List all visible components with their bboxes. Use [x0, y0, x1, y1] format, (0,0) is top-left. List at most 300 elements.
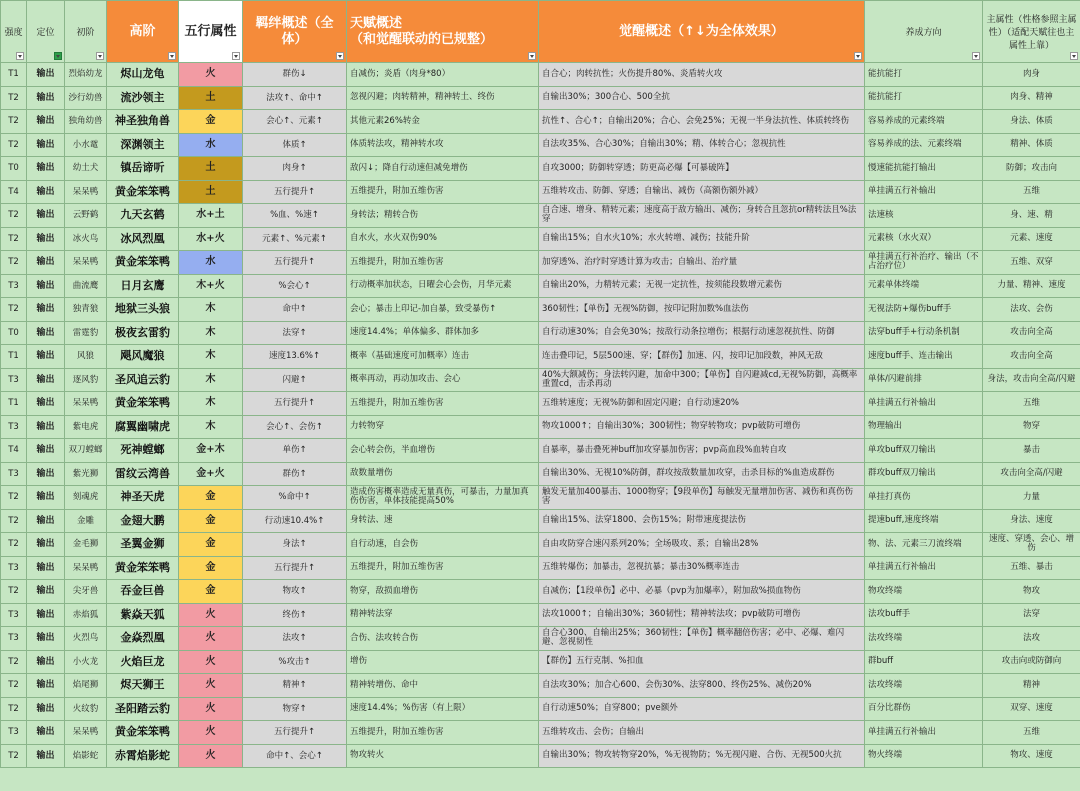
cell-direction[interactable]: 百分比群伤 [865, 697, 983, 721]
cell-talent[interactable]: 体质转法攻，精神转水攻 [347, 133, 539, 157]
cell-awaken[interactable]: 加穿透%、治疗时穿透计算为攻击；自输出、治疗量 [539, 251, 865, 275]
cell-awaken[interactable]: 40%大额减伤；身法转闪避，加命中300；【单伤】自闪避减cd,无视%防御，高概率重置cd，击杀再动 [539, 368, 865, 392]
cell-element[interactable]: 木 [179, 368, 243, 392]
cell-attr[interactable]: 防御；攻击向 [983, 157, 1080, 181]
cell-high[interactable]: 金翅大鹏 [107, 509, 179, 533]
cell-talent[interactable]: 会心转会伤，半血增伤 [347, 439, 539, 463]
cell-element[interactable]: 水+土 [179, 204, 243, 228]
cell-tier[interactable]: T2 [1, 86, 27, 110]
cell-role[interactable]: 输出 [27, 415, 65, 439]
cell-tier[interactable]: T2 [1, 486, 27, 510]
cell-high[interactable]: 圣风追云豹 [107, 368, 179, 392]
cell-tier[interactable]: T3 [1, 627, 27, 651]
cell-talent[interactable]: 精神转增伤、命中 [347, 674, 539, 698]
cell-talent[interactable]: 自水火，水火双伤90% [347, 227, 539, 251]
cell-talent[interactable]: 概率（基础速度可加概率）连击 [347, 345, 539, 369]
cell-talent[interactable]: 行动概率加状态，日曜会心会伤，月华元素 [347, 274, 539, 298]
filter-dropdown-icon[interactable] [168, 52, 176, 60]
cell-bond[interactable]: 法穿↑ [243, 321, 347, 345]
cell-awaken[interactable]: 自输出30%、无视10%防御，群攻按敌数量加攻穿，击杀目标的%血造成群伤 [539, 462, 865, 486]
cell-talent[interactable]: 合伤、法攻转合伤 [347, 627, 539, 651]
cell-direction[interactable]: 容易养成的法、元素终端 [865, 133, 983, 157]
cell-bond[interactable]: %会心↑ [243, 274, 347, 298]
cell-tier[interactable]: T2 [1, 650, 27, 674]
cell-element[interactable]: 金+火 [179, 462, 243, 486]
filter-dropdown-icon[interactable] [854, 52, 862, 60]
cell-element[interactable]: 金 [179, 556, 243, 580]
cell-element[interactable]: 火 [179, 603, 243, 627]
cell-tier[interactable]: T2 [1, 251, 27, 275]
cell-role[interactable]: 输出 [27, 157, 65, 181]
cell-element[interactable]: 水 [179, 251, 243, 275]
cell-talent[interactable]: 身转法、速 [347, 509, 539, 533]
cell-talent[interactable]: 会心；暴击上印记-加自暴，致受暴伤↑ [347, 298, 539, 322]
cell-bond[interactable]: 行动速10.4%↑ [243, 509, 347, 533]
cell-attr[interactable]: 身、速、精 [983, 204, 1080, 228]
cell-role[interactable]: 输出 [27, 227, 65, 251]
cell-base[interactable]: 紫电虎 [65, 415, 107, 439]
cell-direction[interactable]: 无视法防+爆伤buff手 [865, 298, 983, 322]
cell-talent[interactable]: 自行动速，自会伤 [347, 533, 539, 557]
filter-active-icon[interactable] [54, 52, 62, 60]
cell-base[interactable]: 呆呆鸭 [65, 251, 107, 275]
cell-direction[interactable]: 法攻终端 [865, 627, 983, 651]
cell-bond[interactable]: %攻击↑ [243, 650, 347, 674]
table-row[interactable] [1, 392, 1080, 416]
cell-awaken[interactable]: 自法攻30%；加合心600、会伤30%、法穿800、终伤25%、减伤20% [539, 674, 865, 698]
cell-awaken[interactable]: 自输出20%，力精转元素；无视一定抗性，按须能段数增元素伤 [539, 274, 865, 298]
cell-high[interactable]: 地狱三头狼 [107, 298, 179, 322]
cell-high[interactable]: 镇岳谛听 [107, 157, 179, 181]
filter-dropdown-icon[interactable] [96, 52, 104, 60]
table-row[interactable] [1, 298, 1080, 322]
header-talent[interactable]: 天赋概述 （和觉醒联动的已规整） [347, 1, 539, 63]
cell-base[interactable]: 呆呆鸭 [65, 392, 107, 416]
cell-base[interactable]: 风狼 [65, 345, 107, 369]
cell-talent[interactable]: 五维提升，附加五维伤害 [347, 556, 539, 580]
cell-talent[interactable]: 物穿，敌损血增伤 [347, 580, 539, 604]
cell-role[interactable]: 输出 [27, 674, 65, 698]
cell-bond[interactable]: 命中↑ [243, 298, 347, 322]
table-row[interactable] [1, 744, 1080, 768]
table-row[interactable] [1, 627, 1080, 651]
cell-base[interactable]: 云野鹤 [65, 204, 107, 228]
cell-awaken[interactable]: 自由攻防穿合速闪系列20%；全场吸攻、系；自输出28% [539, 533, 865, 557]
cell-tier[interactable]: T2 [1, 509, 27, 533]
cell-base[interactable]: 金毛狮 [65, 533, 107, 557]
cell-role[interactable]: 输出 [27, 556, 65, 580]
cell-bond[interactable]: 五行提升↑ [243, 556, 347, 580]
cell-talent[interactable]: 造成伤害概率造成无量真伤，可暴击，力量加真伤伤害，单体技能提高50% [347, 486, 539, 510]
cell-tier[interactable]: T2 [1, 674, 27, 698]
header-attr[interactable]: 主属性（性格参照主属性）（适配天赋往也主属性上靠） [983, 1, 1080, 63]
table-row[interactable] [1, 674, 1080, 698]
cell-direction[interactable]: 慢速能抗能打输出 [865, 157, 983, 181]
cell-direction[interactable]: 元素核（水火双） [865, 227, 983, 251]
cell-tier[interactable]: T2 [1, 110, 27, 134]
cell-direction[interactable]: 法穿buff手+行动条机制 [865, 321, 983, 345]
cell-role[interactable]: 输出 [27, 274, 65, 298]
cell-base[interactable]: 曲流鹰 [65, 274, 107, 298]
cell-attr[interactable]: 攻击向全高/闪避 [983, 462, 1080, 486]
cell-element[interactable]: 金+木 [179, 439, 243, 463]
cell-element[interactable]: 土 [179, 180, 243, 204]
cell-element[interactable]: 水+火 [179, 227, 243, 251]
cell-role[interactable]: 输出 [27, 509, 65, 533]
cell-high[interactable]: 黄金笨笨鸭 [107, 180, 179, 204]
cell-element[interactable]: 木 [179, 392, 243, 416]
cell-high[interactable]: 烬天狮王 [107, 674, 179, 698]
cell-tier[interactable]: T1 [1, 345, 27, 369]
cell-direction[interactable]: 群buff [865, 650, 983, 674]
cell-attr[interactable]: 五维、双穿 [983, 251, 1080, 275]
table-row[interactable] [1, 251, 1080, 275]
table-row[interactable] [1, 556, 1080, 580]
cell-attr[interactable]: 力量、精神、速度 [983, 274, 1080, 298]
cell-base[interactable]: 冰火鸟 [65, 227, 107, 251]
cell-direction[interactable]: 物火终端 [865, 744, 983, 768]
cell-bond[interactable]: 会心↑、会伤↑ [243, 415, 347, 439]
cell-talent[interactable]: 五维提升，附加五维伤害 [347, 251, 539, 275]
cell-base[interactable]: 呆呆鸭 [65, 180, 107, 204]
cell-tier[interactable]: T2 [1, 227, 27, 251]
cell-tier[interactable]: T1 [1, 392, 27, 416]
cell-direction[interactable]: 法速核 [865, 204, 983, 228]
cell-base[interactable]: 金雕 [65, 509, 107, 533]
cell-role[interactable]: 输出 [27, 697, 65, 721]
cell-attr[interactable]: 攻击向全高 [983, 345, 1080, 369]
cell-role[interactable]: 输出 [27, 533, 65, 557]
cell-role[interactable]: 输出 [27, 721, 65, 745]
cell-awaken[interactable]: 自输出30%；物攻转物穿20%，%无视物防；%无视闪避、合伤、无视500火抗 [539, 744, 865, 768]
table-row[interactable] [1, 439, 1080, 463]
cell-base[interactable]: 逐风豹 [65, 368, 107, 392]
cell-bond[interactable]: 速度13.6%↑ [243, 345, 347, 369]
cell-awaken[interactable]: 自输出15%、法穿1800、会伤15%；附带速度提法伤 [539, 509, 865, 533]
cell-direction[interactable]: 物理输出 [865, 415, 983, 439]
cell-element[interactable]: 水 [179, 133, 243, 157]
cell-talent[interactable]: 增伤 [347, 650, 539, 674]
cell-high[interactable]: 深渊领主 [107, 133, 179, 157]
cell-tier[interactable]: T0 [1, 157, 27, 181]
cell-high[interactable]: 极夜玄雷豹 [107, 321, 179, 345]
table-row[interactable] [1, 110, 1080, 134]
header-tier[interactable]: 强度 [1, 1, 27, 63]
cell-attr[interactable]: 五维、暴击 [983, 556, 1080, 580]
cell-attr[interactable]: 精神、体质 [983, 133, 1080, 157]
cell-high[interactable]: 流沙领主 [107, 86, 179, 110]
cell-tier[interactable]: T4 [1, 439, 27, 463]
cell-tier[interactable]: T3 [1, 368, 27, 392]
cell-bond[interactable]: 群伤↓ [243, 63, 347, 87]
table-row[interactable] [1, 204, 1080, 228]
cell-base[interactable]: 尖牙兽 [65, 580, 107, 604]
cell-bond[interactable]: %命中↑ [243, 486, 347, 510]
cell-tier[interactable]: T2 [1, 580, 27, 604]
table-row[interactable] [1, 721, 1080, 745]
cell-element[interactable]: 木 [179, 345, 243, 369]
cell-attr[interactable]: 攻击向或防御向 [983, 650, 1080, 674]
cell-role[interactable]: 输出 [27, 63, 65, 87]
cell-talent[interactable]: 速度14.4%；%伤害（有上限） [347, 697, 539, 721]
cell-high[interactable]: 火焰巨龙 [107, 650, 179, 674]
cell-base[interactable]: 焰尾狮 [65, 674, 107, 698]
cell-base[interactable]: 小水鼋 [65, 133, 107, 157]
table-row[interactable] [1, 157, 1080, 181]
cell-attr[interactable]: 身法、速度 [983, 509, 1080, 533]
cell-role[interactable]: 输出 [27, 298, 65, 322]
cell-high[interactable]: 紫焱天狐 [107, 603, 179, 627]
cell-tier[interactable]: T3 [1, 274, 27, 298]
cell-awaken[interactable]: 五维转速度；无视%防御和固定闪避；自行动速20% [539, 392, 865, 416]
cell-role[interactable]: 输出 [27, 110, 65, 134]
cell-high[interactable]: 黄金笨笨鸭 [107, 721, 179, 745]
cell-high[interactable]: 黄金笨笨鸭 [107, 556, 179, 580]
table-row[interactable] [1, 650, 1080, 674]
cell-high[interactable]: 冰风烈凰 [107, 227, 179, 251]
cell-awaken[interactable]: 五维转攻击、会伤；自输出 [539, 721, 865, 745]
cell-tier[interactable]: T3 [1, 556, 27, 580]
cell-direction[interactable]: 物、法、元素三刀流终端 [865, 533, 983, 557]
cell-element[interactable]: 火 [179, 674, 243, 698]
cell-high[interactable]: 神圣独角兽 [107, 110, 179, 134]
cell-base[interactable]: 焰影蛇 [65, 744, 107, 768]
cell-attr[interactable]: 五维 [983, 392, 1080, 416]
cell-tier[interactable]: T2 [1, 204, 27, 228]
table-row[interactable] [1, 368, 1080, 392]
cell-bond[interactable]: 体质↑ [243, 133, 347, 157]
cell-role[interactable]: 输出 [27, 650, 65, 674]
cell-tier[interactable]: T2 [1, 744, 27, 768]
cell-awaken[interactable]: 法攻1000↑；自输出30%；360韧性；精神转法攻；pvp破防可增伤 [539, 603, 865, 627]
cell-talent[interactable]: 其他元素26%转金 [347, 110, 539, 134]
cell-base[interactable]: 火烈鸟 [65, 627, 107, 651]
filter-dropdown-icon[interactable] [232, 52, 240, 60]
cell-high[interactable]: 九天玄鹤 [107, 204, 179, 228]
cell-direction[interactable]: 单挂满五行补治疗、输出（不占治疗位） [865, 251, 983, 275]
cell-tier[interactable]: T3 [1, 721, 27, 745]
cell-attr[interactable]: 身法、体质 [983, 110, 1080, 134]
cell-role[interactable]: 输出 [27, 627, 65, 651]
cell-element[interactable]: 金 [179, 533, 243, 557]
cell-base[interactable]: 呆呆鸭 [65, 721, 107, 745]
cell-high[interactable]: 雷纹云湾兽 [107, 462, 179, 486]
cell-direction[interactable]: 法攻终端 [865, 674, 983, 698]
cell-element[interactable]: 木+火 [179, 274, 243, 298]
cell-bond[interactable]: 会心↑、元素↑ [243, 110, 347, 134]
header-high[interactable]: 高阶 [107, 1, 179, 63]
header-direction[interactable]: 养成方向 [865, 1, 983, 63]
cell-talent[interactable]: 忽视闪避；肉转精神，精神转土、终伤 [347, 86, 539, 110]
cell-element[interactable]: 火 [179, 697, 243, 721]
table-row[interactable] [1, 133, 1080, 157]
cell-element[interactable]: 土 [179, 157, 243, 181]
cell-talent[interactable]: 身转法；精转合伤 [347, 204, 539, 228]
table-row[interactable] [1, 509, 1080, 533]
cell-element[interactable]: 火 [179, 63, 243, 87]
table-row[interactable] [1, 345, 1080, 369]
cell-high[interactable]: 黄金笨笨鸭 [107, 392, 179, 416]
cell-element[interactable]: 金 [179, 486, 243, 510]
header-bond[interactable]: 羁绊概述（全体） [243, 1, 347, 63]
cell-attr[interactable]: 肉身 [983, 63, 1080, 87]
cell-talent[interactable]: 敌数量增伤 [347, 462, 539, 486]
table-row[interactable] [1, 321, 1080, 345]
cell-role[interactable]: 输出 [27, 204, 65, 228]
cell-element[interactable]: 土 [179, 86, 243, 110]
header-base[interactable]: 初阶 [65, 1, 107, 63]
cell-direction[interactable]: 能抗能打 [865, 63, 983, 87]
cell-element[interactable]: 火 [179, 650, 243, 674]
cell-direction[interactable]: 单挂满五行补输出 [865, 721, 983, 745]
cell-attr[interactable]: 身法，攻击向全高/闪避 [983, 368, 1080, 392]
cell-tier[interactable]: T2 [1, 133, 27, 157]
cell-base[interactable]: 沙行幼兽 [65, 86, 107, 110]
cell-tier[interactable]: T0 [1, 321, 27, 345]
cell-high[interactable]: 圣翼金狮 [107, 533, 179, 557]
cell-attr[interactable]: 攻击向全高 [983, 321, 1080, 345]
cell-bond[interactable]: 五行提升↑ [243, 392, 347, 416]
cell-role[interactable]: 输出 [27, 603, 65, 627]
cell-role[interactable]: 输出 [27, 580, 65, 604]
cell-high[interactable]: 吞金巨兽 [107, 580, 179, 604]
filter-dropdown-icon[interactable] [16, 52, 24, 60]
cell-awaken[interactable]: 自行动速30%；自会免30%；按敌行动条拉增伤；根据行动速忽视抗性、防御 [539, 321, 865, 345]
cell-base[interactable]: 独角幼兽 [65, 110, 107, 134]
cell-attr[interactable]: 元素、速度 [983, 227, 1080, 251]
cell-direction[interactable]: 提速buff,速度终端 [865, 509, 983, 533]
cell-attr[interactable]: 精神 [983, 674, 1080, 698]
cell-talent[interactable]: 概率再动，再动加攻击、会心 [347, 368, 539, 392]
cell-high[interactable]: 日月玄鹰 [107, 274, 179, 298]
cell-base[interactable]: 幼土犬 [65, 157, 107, 181]
cell-awaken[interactable]: 自攻3000；防御转穿透；防更高必爆【可暴破阵】 [539, 157, 865, 181]
cell-awaken[interactable]: 连击叠印记，5层500速、穿；【群伤】加速、闪，按印记加段数，神风无敌 [539, 345, 865, 369]
cell-talent[interactable]: 五维提升，附加五维伤害 [347, 721, 539, 745]
cell-direction[interactable]: 速度buff手、连击输出 [865, 345, 983, 369]
cell-role[interactable]: 输出 [27, 368, 65, 392]
table-row[interactable] [1, 462, 1080, 486]
cell-attr[interactable]: 力量 [983, 486, 1080, 510]
cell-bond[interactable]: 单伤↑ [243, 439, 347, 463]
cell-bond[interactable]: 法攻↑、命中↑ [243, 86, 347, 110]
cell-role[interactable]: 输出 [27, 744, 65, 768]
table-row[interactable] [1, 227, 1080, 251]
cell-base[interactable]: 双刀螳螂 [65, 439, 107, 463]
cell-direction[interactable]: 法攻buff手 [865, 603, 983, 627]
cell-bond[interactable]: 肉身↑ [243, 157, 347, 181]
cell-attr[interactable]: 物攻 [983, 580, 1080, 604]
cell-bond[interactable]: 终伤↑ [243, 603, 347, 627]
cell-element[interactable]: 木 [179, 415, 243, 439]
cell-high[interactable]: 赤霄焰影蛇 [107, 744, 179, 768]
cell-awaken[interactable]: 五维转攻击、防御、穿透；自输出、减伤（高额伤额外减） [539, 180, 865, 204]
cell-attr[interactable]: 五维 [983, 180, 1080, 204]
cell-talent[interactable]: 精神转法穿 [347, 603, 539, 627]
cell-role[interactable]: 输出 [27, 462, 65, 486]
cell-element[interactable]: 火 [179, 721, 243, 745]
cell-bond[interactable]: 命中↑、会心↑ [243, 744, 347, 768]
cell-high[interactable]: 腐翼幽啸虎 [107, 415, 179, 439]
cell-element[interactable]: 火 [179, 744, 243, 768]
cell-awaken[interactable]: 自输出30%；300合心、500全抗 [539, 86, 865, 110]
header-element[interactable]: 五行属性 [179, 1, 243, 63]
cell-role[interactable]: 输出 [27, 251, 65, 275]
cell-base[interactable]: 雷霆豹 [65, 321, 107, 345]
cell-base[interactable]: 赤焰狐 [65, 603, 107, 627]
table-row[interactable] [1, 180, 1080, 204]
cell-talent[interactable]: 自减伤；炎盾（肉身*80） [347, 63, 539, 87]
cell-talent[interactable]: 物攻转火 [347, 744, 539, 768]
table-row[interactable] [1, 86, 1080, 110]
cell-high[interactable]: 神圣天虎 [107, 486, 179, 510]
cell-awaken[interactable]: 自行动速50%；自穿800；pve额外 [539, 697, 865, 721]
cell-element[interactable]: 金 [179, 509, 243, 533]
table-row[interactable] [1, 63, 1080, 87]
cell-awaken[interactable]: 自合心；肉转抗性；火伤提升80%、炎盾转火攻 [539, 63, 865, 87]
cell-awaken[interactable]: 自合速、增身、精转元素；速度高于敌方输出、减伤；身转合且忽抗or精转法且%法穿 [539, 204, 865, 228]
cell-talent[interactable]: 五维提升，附加五维伤害 [347, 392, 539, 416]
cell-high[interactable]: 烬山龙龟 [107, 63, 179, 87]
cell-awaken[interactable]: 自法攻35%、合心30%；自输出30%；精、体转合心；忽视抗性 [539, 133, 865, 157]
cell-direction[interactable]: 单挂满五行补输出 [865, 556, 983, 580]
cell-direction[interactable]: 单挂满五行补输出 [865, 392, 983, 416]
table-row[interactable] [1, 415, 1080, 439]
cell-direction[interactable]: 单攻buff双刀输出 [865, 439, 983, 463]
cell-awaken[interactable]: 自暴率，暴击叠死神buff加攻穿暴加伤害；pvp高血段%血转自攻 [539, 439, 865, 463]
cell-base[interactable]: 呆呆鸭 [65, 556, 107, 580]
cell-attr[interactable]: 双穿、速度 [983, 697, 1080, 721]
cell-direction[interactable]: 能抗能打 [865, 86, 983, 110]
cell-tier[interactable]: T2 [1, 298, 27, 322]
cell-awaken[interactable]: 自输出15%；自水火10%；水火转增、减伤；技能升阶 [539, 227, 865, 251]
table-row[interactable] [1, 486, 1080, 510]
cell-tier[interactable]: T2 [1, 533, 27, 557]
cell-tier[interactable]: T2 [1, 697, 27, 721]
cell-base[interactable]: 紫光狮 [65, 462, 107, 486]
cell-element[interactable]: 金 [179, 580, 243, 604]
cell-role[interactable]: 输出 [27, 439, 65, 463]
filter-dropdown-icon[interactable] [336, 52, 344, 60]
table-row[interactable] [1, 580, 1080, 604]
cell-bond[interactable]: 群伤↑ [243, 462, 347, 486]
cell-high[interactable]: 死神螳螂 [107, 439, 179, 463]
cell-element[interactable]: 木 [179, 298, 243, 322]
cell-bond[interactable]: 身法↑ [243, 533, 347, 557]
cell-bond[interactable]: 五行提升↑ [243, 721, 347, 745]
table-row[interactable] [1, 603, 1080, 627]
cell-bond[interactable]: 闪避↑ [243, 368, 347, 392]
cell-attr[interactable]: 暴击 [983, 439, 1080, 463]
header-role[interactable]: 定位 [27, 1, 65, 63]
filter-dropdown-icon[interactable] [528, 52, 536, 60]
cell-direction[interactable]: 单挂打真伤 [865, 486, 983, 510]
cell-base[interactable]: 小火龙 [65, 650, 107, 674]
cell-bond[interactable]: 五行提升↑ [243, 251, 347, 275]
cell-tier[interactable]: T3 [1, 603, 27, 627]
cell-direction[interactable]: 物攻终端 [865, 580, 983, 604]
cell-attr[interactable]: 物穿 [983, 415, 1080, 439]
cell-awaken[interactable]: 自减伤；【1段单伤】必中、必暴（pvp为加爆率），附加敌%损血物伤 [539, 580, 865, 604]
cell-bond[interactable]: 精神↑ [243, 674, 347, 698]
cell-role[interactable]: 输出 [27, 180, 65, 204]
cell-tier[interactable]: T1 [1, 63, 27, 87]
cell-bond[interactable]: 物穿↑ [243, 697, 347, 721]
cell-attr[interactable]: 物攻、速度 [983, 744, 1080, 768]
filter-dropdown-icon[interactable] [1070, 52, 1078, 60]
cell-attr[interactable]: 法攻 [983, 627, 1080, 651]
cell-awaken[interactable]: 五维转爆伤；加暴击，忽视抗暴；暴击30%概率连击 [539, 556, 865, 580]
